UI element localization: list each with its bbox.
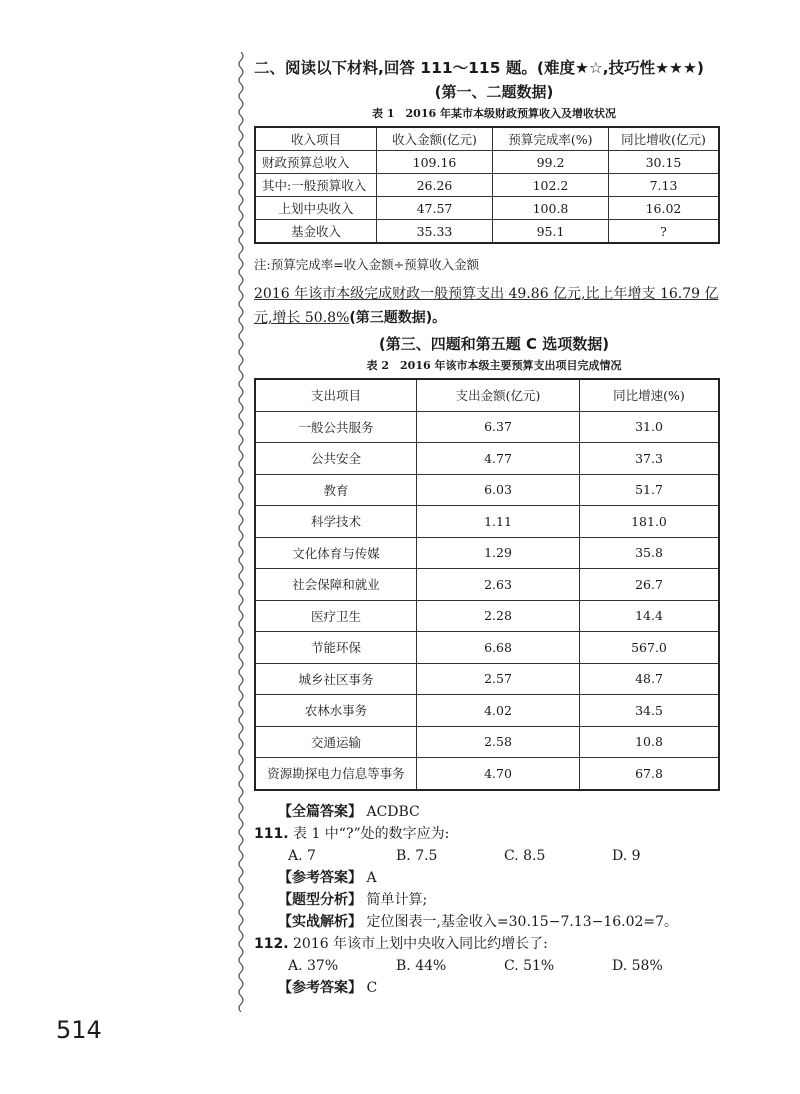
table-row	[255, 411, 719, 443]
table2-cell: 4.02	[417, 695, 580, 727]
table2-cell: 科学技术	[255, 506, 417, 538]
paragraph-tail: (第三题数据)。	[349, 310, 447, 326]
table1-cell: 7.13	[609, 174, 720, 197]
table2-cell: 2.63	[417, 569, 580, 601]
table2-header: 同比增速(%)	[580, 379, 720, 411]
type-analysis-label: 【题型分析】	[278, 891, 362, 908]
full-answer-label: 【全篇答案】	[278, 803, 362, 820]
table2	[254, 378, 720, 791]
table2-cell: 农林水事务	[255, 695, 417, 727]
table2-cell: 社会保障和就业	[255, 569, 417, 601]
table1-header: 同比增收(亿元)	[609, 127, 720, 151]
question-text: 表 1 中“?”处的数字应为:	[293, 825, 450, 842]
option-c: C. 51%	[504, 957, 555, 974]
margin-wavy-line	[236, 52, 246, 1012]
table-row	[255, 758, 719, 790]
table2-cell: 公共安全	[255, 443, 417, 475]
table1-header-row	[255, 127, 719, 151]
table2-cell: 1.11	[417, 506, 580, 538]
table2-cell: 34.5	[580, 695, 720, 727]
table-row	[255, 197, 719, 220]
table2-cell: 6.68	[417, 632, 580, 664]
table2-cell: 交通运输	[255, 726, 417, 758]
table1-cell: 99.2	[493, 151, 609, 174]
table-row	[255, 695, 719, 727]
option-a: A. 37%	[288, 957, 339, 974]
question-text: 2016 年该市上划中央收入同比约增长了:	[293, 935, 548, 952]
table1-cell: 财政预算总收入	[255, 151, 377, 174]
table2-caption: 表 2 2016 年该市本级主要预算支出项目完成情况	[366, 359, 622, 372]
table-row	[255, 726, 719, 758]
type-analysis-value: 简单计算;	[366, 891, 428, 908]
table1-cell: 其中:一般预算收入	[255, 174, 377, 197]
table2-header-row	[255, 379, 719, 411]
table1	[254, 126, 720, 244]
table1-cell: 109.16	[377, 151, 493, 174]
question-111	[254, 823, 734, 845]
answer-section	[254, 801, 734, 999]
table2-cell: 35.8	[580, 537, 720, 569]
question-112	[254, 933, 734, 955]
section-title: 二、阅读以下材料,回答 111～115 题。(难度★☆,技巧性★★★)	[254, 59, 704, 77]
table1-cell: ?	[609, 220, 720, 244]
table1-cell: 47.57	[377, 197, 493, 220]
table2-cell: 医疗卫生	[255, 600, 417, 632]
option-d: D. 9	[612, 847, 641, 864]
table2-cell: 节能环保	[255, 632, 417, 664]
table1-cell: 16.02	[609, 197, 720, 220]
q111-type-analysis	[254, 889, 734, 911]
reference-answer-label: 【参考答案】	[278, 869, 362, 886]
table2-cell: 567.0	[580, 632, 720, 664]
full-answer-value: ACDBC	[366, 803, 420, 820]
reference-answer-value: A	[366, 869, 377, 886]
table2-header: 支出金额(亿元)	[417, 379, 580, 411]
option-a: A. 7	[288, 847, 316, 864]
q111-solution	[254, 911, 734, 933]
table2-cell: 14.4	[580, 600, 720, 632]
question-111-options	[254, 845, 734, 867]
reference-answer-value: C	[366, 979, 378, 996]
table-row	[255, 600, 719, 632]
question-112-options	[254, 955, 734, 977]
table1-cell: 30.15	[609, 151, 720, 174]
option-d: D. 58%	[612, 957, 663, 974]
question-number: 112.	[254, 935, 289, 952]
table-row	[255, 632, 719, 664]
option-b: B. 7.5	[396, 847, 438, 864]
expenditure-paragraph	[254, 282, 734, 330]
table2-cell: 37.3	[580, 443, 720, 475]
table2-cell: 教育	[255, 474, 417, 506]
subtitle-table2: (第三、四题和第五题 C 选项数据)	[378, 335, 610, 353]
table2-cell: 城乡社区事务	[255, 663, 417, 695]
page-number: 514	[56, 1016, 102, 1044]
table2-cell: 资源勘探电力信息等事务	[255, 758, 417, 790]
table2-cell: 4.70	[417, 758, 580, 790]
table-row	[255, 151, 719, 174]
table-row	[255, 474, 719, 506]
table2-cell: 67.8	[580, 758, 720, 790]
paragraph-underlined-text: 2016 年该市本级完成财政一般预算支出 49.86 亿元,比上年增支 16.79 亿元,增长 50.8%	[254, 286, 719, 326]
table1-header: 收入金额(亿元)	[377, 127, 493, 151]
question-number: 111.	[254, 825, 289, 842]
table-row	[255, 569, 719, 601]
table1-cell: 26.26	[377, 174, 493, 197]
reference-answer-label: 【参考答案】	[278, 979, 362, 996]
table2-header: 支出项目	[255, 379, 417, 411]
table1-header: 预算完成率(%)	[493, 127, 609, 151]
table1-caption: 表 1 2016 年某市本级财政预算收入及增收状况	[372, 107, 616, 120]
table-row	[255, 663, 719, 695]
q111-reference-answer	[254, 867, 734, 889]
table2-cell: 181.0	[580, 506, 720, 538]
table2-cell: 1.29	[417, 537, 580, 569]
option-b: B. 44%	[396, 957, 447, 974]
table1-cell: 35.33	[377, 220, 493, 244]
q112-reference-answer	[254, 977, 734, 999]
table1-cell: 基金收入	[255, 220, 377, 244]
table2-cell: 48.7	[580, 663, 720, 695]
table1-cell: 100.8	[493, 197, 609, 220]
table-row	[255, 220, 719, 244]
table1-cell: 95.1	[493, 220, 609, 244]
table-row	[255, 174, 719, 197]
solution-label: 【实战解析】	[278, 913, 362, 930]
table1-cell: 上划中央收入	[255, 197, 377, 220]
table1-note: 注:预算完成率=收入金额÷预算收入金额	[254, 257, 480, 272]
table2-cell: 2.57	[417, 663, 580, 695]
solution-text: 定位图表一,基金收入=30.15−7.13−16.02=7。	[366, 913, 679, 930]
table1-cell: 102.2	[493, 174, 609, 197]
table-row	[255, 537, 719, 569]
table2-cell: 2.58	[417, 726, 580, 758]
table2-cell: 一般公共服务	[255, 411, 417, 443]
table1-header: 收入项目	[255, 127, 377, 151]
full-answer-line	[254, 801, 734, 823]
table2-cell: 26.7	[580, 569, 720, 601]
table-row	[255, 506, 719, 538]
table2-cell: 6.37	[417, 411, 580, 443]
page-content	[254, 58, 734, 999]
table2-cell: 文化体育与传媒	[255, 537, 417, 569]
table-row	[255, 443, 719, 475]
table2-cell: 2.28	[417, 600, 580, 632]
table2-cell: 4.77	[417, 443, 580, 475]
subtitle-table1: (第一、二题数据)	[434, 83, 554, 101]
table2-cell: 31.0	[580, 411, 720, 443]
table2-cell: 51.7	[580, 474, 720, 506]
table2-cell: 10.8	[580, 726, 720, 758]
table2-cell: 6.03	[417, 474, 580, 506]
option-c: C. 8.5	[504, 847, 546, 864]
